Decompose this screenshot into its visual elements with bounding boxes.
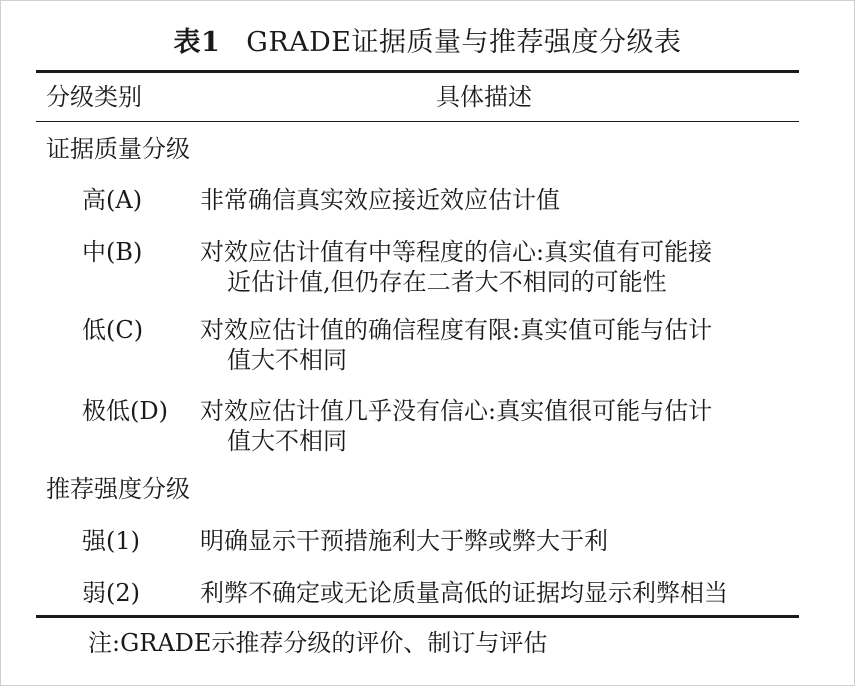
desc-strong-line-1: 明确显示干预措施利大于弊或弊大于利 <box>200 527 608 555</box>
grade-moderate: 中(B) <box>82 238 143 266</box>
grade-strong: 强(1) <box>82 527 140 555</box>
desc-low-line-2: 值大不相同 <box>227 346 347 374</box>
desc-high <box>200 185 560 215</box>
desc-high-line-1: 非常确信真实效应接近效应估计值 <box>200 186 560 214</box>
header-rule <box>36 121 799 122</box>
grade-very-low: 极低(D) <box>82 397 168 425</box>
desc-moderate-line-1: 对效应估计值有中等程度的信心:真实值有可能接 <box>200 238 713 266</box>
desc-moderate-line-2: 近估计值,但仍存在二者大不相同的可能性 <box>227 268 667 296</box>
desc-weak-line-1: 利弊不确定或无论质量高低的证据均显示利弊相当 <box>200 579 728 607</box>
bottom-rule <box>36 615 799 618</box>
desc-very-low-line-1: 对效应估计值几乎没有信心:真实值很可能与估计 <box>200 397 713 425</box>
desc-strong <box>200 526 608 556</box>
table-note: 注:GRADE示推荐分级的评价、制订与评估 <box>88 629 548 657</box>
desc-weak <box>200 578 728 608</box>
desc-low-line-1: 对效应估计值的确信程度有限:真实值可能与估计 <box>200 316 713 344</box>
desc-very-low <box>200 396 712 456</box>
desc-moderate <box>200 237 712 297</box>
desc-low <box>200 315 712 375</box>
table-caption <box>0 26 855 60</box>
header-category: 分级类别 <box>46 83 142 111</box>
top-rule <box>36 70 799 73</box>
section-label-recommendation-strength: 推荐强度分级 <box>46 475 190 503</box>
header-description: 具体描述 <box>436 83 532 111</box>
section-label-evidence-quality: 证据质量分级 <box>46 135 190 163</box>
grade-low: 低(C) <box>82 316 144 344</box>
table-title: GRADE证据质量与推荐强度分级表 <box>246 27 682 58</box>
table-number: 表1 <box>173 27 221 58</box>
desc-very-low-line-2: 值大不相同 <box>227 427 347 455</box>
grade-high: 高(A) <box>82 186 143 214</box>
grade-weak: 弱(2) <box>82 579 140 607</box>
